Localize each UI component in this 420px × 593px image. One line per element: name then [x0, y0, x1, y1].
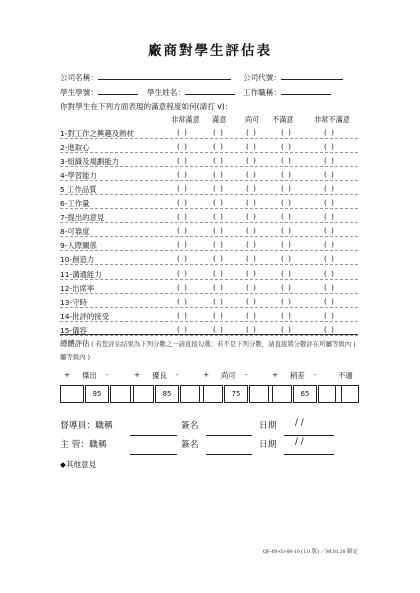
criterion-label: 9-人際關係 [60, 241, 97, 251]
form-title: 廠商對學生評估表 [148, 43, 272, 59]
rating-option[interactable]: ( ) [213, 240, 224, 250]
date-field[interactable] [284, 421, 334, 440]
rating-option[interactable]: ( ) [213, 254, 224, 264]
rating-option[interactable]: ( ) [177, 324, 188, 334]
rating-option[interactable]: ( ) [177, 212, 188, 222]
grade-plus: + [272, 370, 279, 379]
header-satisfied: 滿意 [212, 115, 227, 124]
company-code-label: 公司代號： [243, 73, 281, 82]
row-divider [60, 279, 358, 280]
row-divider [60, 250, 358, 251]
rating-option[interactable]: ( ) [177, 184, 188, 194]
rating-option[interactable]: ( ) [177, 282, 188, 292]
rating-option[interactable]: ( ) [246, 198, 257, 208]
grade-plus: + [203, 370, 210, 379]
header-unsatisfied: 不滿意 [272, 115, 294, 124]
student-name-label: 學生姓名： [147, 88, 185, 97]
student-id-label: 學生學號： [60, 88, 98, 97]
criterion-label: 4-學習能力 [60, 171, 97, 181]
rating-option[interactable]: ( ) [213, 128, 224, 137]
row-divider [60, 321, 358, 322]
header-fair: 尚可 [245, 115, 260, 124]
rating-option[interactable]: ( ) [213, 226, 224, 236]
rating-option[interactable]: ( ) [213, 310, 224, 320]
date-label: 日期 [259, 421, 277, 431]
rating-option[interactable]: ( ) [177, 268, 188, 278]
row-divider [60, 138, 358, 139]
title-field[interactable] [130, 440, 177, 459]
rating-option[interactable]: ( ) [177, 142, 188, 152]
criterion-label: 5 工作品質 [60, 185, 97, 195]
rating-option[interactable]: ( ) [281, 254, 292, 264]
date-field[interactable] [284, 440, 334, 459]
rating-option[interactable]: ( ) [324, 240, 335, 250]
rating-option[interactable]: ( ) [177, 310, 188, 320]
rating-option[interactable]: ( ) [281, 240, 292, 250]
row-divider [60, 166, 358, 167]
rating-option[interactable]: ( ) [177, 156, 188, 166]
criterion-label: 13-守時 [60, 297, 87, 307]
grade-minus: - [245, 370, 248, 379]
rating-option[interactable]: ( ) [177, 198, 188, 208]
rating-option[interactable]: ( ) [281, 296, 292, 306]
signature-field[interactable] [206, 440, 252, 459]
rating-option[interactable]: ( ) [324, 324, 335, 334]
rating-option[interactable]: ( ) [324, 268, 335, 278]
rating-option[interactable]: ( ) [281, 282, 292, 292]
grade-adjust-box[interactable] [199, 385, 223, 403]
rating-option[interactable]: ( ) [246, 240, 257, 250]
rating-option[interactable]: ( ) [281, 324, 292, 334]
company-name-label: 公司名稱： [60, 73, 98, 82]
rating-option[interactable]: ( ) [213, 296, 224, 306]
rating-option[interactable]: ( ) [177, 226, 188, 236]
rating-option[interactable]: ( ) [281, 170, 292, 180]
rating-option[interactable]: ( ) [281, 142, 292, 152]
rating-option[interactable]: ( ) [213, 268, 224, 278]
rating-option[interactable]: ( ) [281, 226, 292, 236]
company-code-row [243, 72, 343, 83]
rating-option[interactable]: ( ) [246, 310, 257, 320]
sign-label: 簽名 [181, 421, 199, 431]
row-divider [60, 194, 358, 195]
rating-option[interactable]: ( ) [213, 282, 224, 292]
rating-option[interactable]: ( ) [246, 184, 257, 194]
rating-option[interactable]: ( ) [246, 212, 257, 222]
rating-option[interactable]: ( ) [213, 198, 224, 208]
criterion-label: 12-出席率 [60, 283, 95, 293]
rating-option[interactable]: ( ) [281, 128, 292, 137]
title-field[interactable] [130, 421, 177, 440]
rating-option[interactable]: ( ) [246, 296, 257, 306]
criterion-label: 1-對工作之興趣及熱枕 [60, 129, 134, 138]
rating-option[interactable]: ( ) [324, 128, 335, 137]
grade-adjust-box[interactable] [60, 385, 84, 403]
rating-option[interactable]: ( ) [177, 254, 188, 264]
rating-option[interactable]: ( ) [246, 226, 257, 236]
job-title-row [243, 87, 331, 98]
signer-role-label: 督導員：職稱 [60, 421, 113, 431]
job-title-field[interactable] [281, 87, 331, 95]
grade-minus: - [176, 370, 179, 379]
rating-option[interactable]: ( ) [246, 268, 257, 278]
sign-label: 簽名 [181, 440, 199, 450]
row-divider [60, 236, 358, 237]
student-name-row [147, 87, 235, 98]
rating-option[interactable]: ( ) [324, 184, 335, 194]
rating-option[interactable]: ( ) [324, 254, 335, 264]
rating-option[interactable]: ( ) [246, 156, 257, 166]
date-separators: / / [295, 437, 304, 447]
company-name-field[interactable] [98, 72, 231, 80]
rating-option[interactable]: ( ) [324, 282, 335, 292]
instruction-text: 你對學生在下列方面表現的滿意程度如何(請打 v)： [60, 102, 233, 111]
student-id-row [60, 87, 138, 98]
rating-option[interactable]: ( ) [281, 212, 292, 222]
rating-option[interactable]: ( ) [324, 142, 335, 152]
rating-option[interactable]: ( ) [324, 296, 335, 306]
rating-option[interactable]: ( ) [281, 268, 292, 278]
grade-minus: - [314, 370, 317, 379]
row-divider [60, 307, 358, 308]
rating-option[interactable]: ( ) [246, 324, 257, 334]
criterion-label: 3-組織及規劃能力 [60, 157, 120, 167]
rating-option[interactable]: ( ) [177, 296, 188, 306]
grade-adjust-box[interactable] [268, 385, 292, 403]
rating-option[interactable]: ( ) [177, 240, 188, 250]
date-separators: / / [295, 418, 304, 428]
grade-score-box[interactable]: 95 [85, 385, 109, 403]
row-divider [60, 222, 358, 223]
criterion-label: 6-工作量 [60, 199, 90, 209]
row-divider [60, 152, 358, 153]
rating-option[interactable]: ( ) [324, 310, 335, 320]
rating-option[interactable]: ( ) [281, 310, 292, 320]
grade-adjust-box[interactable] [130, 385, 154, 403]
grade-name: 傑出 [82, 371, 97, 380]
overall-top-rule [60, 334, 358, 335]
rating-option[interactable]: ( ) [246, 282, 257, 292]
grade-minus: - [106, 370, 109, 379]
grade-name: 稍差 [290, 371, 305, 380]
rating-option[interactable]: ( ) [213, 184, 224, 194]
row-divider [60, 264, 358, 265]
criterion-label: 2-進取心 [60, 143, 90, 153]
unfit-label: 不適 [338, 371, 353, 380]
header-very-unsatisfied: 非常不滿意 [314, 115, 350, 124]
other-comments-label: ◆其他意見 [60, 460, 97, 469]
criterion-label: 8-可靠度 [60, 227, 90, 237]
rating-option[interactable]: ( ) [281, 198, 292, 208]
signer-role-label: 主 管：職稱 [60, 440, 107, 450]
rating-option[interactable]: ( ) [177, 170, 188, 180]
grade-plus: + [134, 370, 141, 379]
rating-option[interactable]: ( ) [213, 324, 224, 334]
rating-option[interactable]: ( ) [281, 184, 292, 194]
rating-option[interactable]: ( ) [213, 142, 224, 152]
student-name-field[interactable] [185, 87, 235, 95]
grade-name: 尚可 [221, 371, 236, 380]
header-very-satisfied: 非常滿意 [171, 115, 200, 124]
rating-option[interactable]: ( ) [246, 128, 257, 137]
grade-plus: + [64, 370, 71, 379]
criterion-label: 10-創造力 [60, 255, 95, 265]
overall-note-wrap: 屬等級內 ) [60, 353, 91, 361]
unfit-box[interactable] [335, 385, 359, 403]
rating-option[interactable]: ( ) [324, 212, 335, 222]
rating-option[interactable]: ( ) [246, 254, 257, 264]
rating-option[interactable]: ( ) [246, 142, 257, 152]
rating-option[interactable]: ( ) [324, 170, 335, 180]
rating-option[interactable]: ( ) [177, 128, 188, 137]
grade-name: 優良 [152, 371, 167, 380]
row-divider [60, 180, 358, 181]
row-divider [60, 208, 358, 209]
date-label: 日期 [259, 440, 277, 450]
company-code-field[interactable] [281, 72, 343, 80]
overall-label: 總體評估 [60, 339, 90, 348]
rating-option[interactable]: ( ) [324, 226, 335, 236]
rating-option[interactable]: ( ) [324, 198, 335, 208]
grade-score-box[interactable]: 65 [293, 385, 317, 403]
grade-score-box[interactable]: 75 [224, 385, 248, 403]
criterion-label: 7-提出的意見 [60, 213, 105, 223]
rating-option[interactable]: ( ) [246, 170, 257, 180]
signature-field[interactable] [206, 421, 252, 440]
form-code-footer: QF-09-03-06-10 (1.0 版) ／88.01.20 制定 [262, 549, 358, 555]
company-name-row [60, 72, 231, 83]
rating-option[interactable]: ( ) [281, 156, 292, 166]
overall-note: ( 若您評估結果為下列分數之一請直接勾選；若不是下列分數，請直接將分數評在所屬等級內 ) [91, 340, 356, 348]
criterion-label: 11-溝通能力 [60, 269, 102, 279]
row-divider [60, 293, 358, 294]
criterion-label: 15-儀容 [60, 325, 87, 335]
student-id-field[interactable] [98, 87, 138, 95]
criterion-label: 14-批評的接受 [60, 311, 110, 321]
rating-option[interactable]: ( ) [324, 156, 335, 166]
rating-option[interactable]: ( ) [213, 170, 224, 180]
grade-score-box[interactable]: 85 [155, 385, 179, 403]
rating-option[interactable]: ( ) [213, 156, 224, 166]
rating-option[interactable]: ( ) [213, 212, 224, 222]
job-title-label: 工作職稱： [243, 88, 281, 97]
